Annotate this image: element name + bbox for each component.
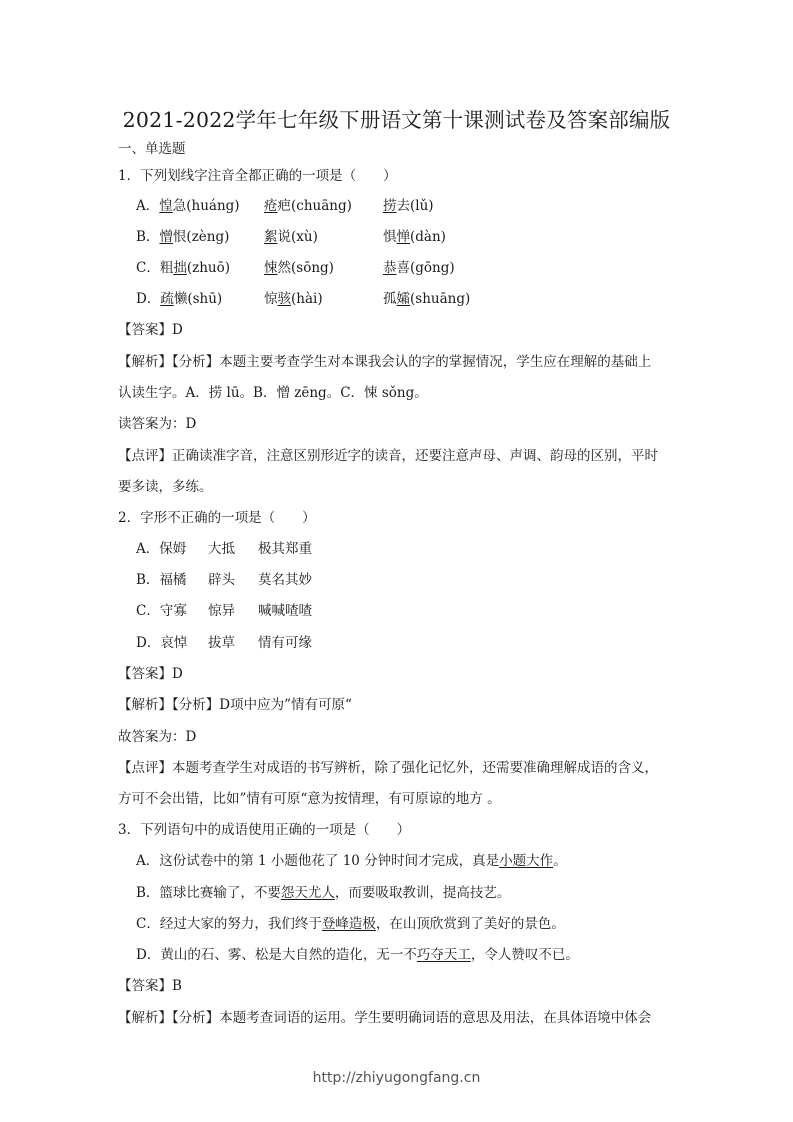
underlined-char: 悚 <box>264 260 278 276</box>
q2-option-cell: 大抵 <box>208 541 235 557</box>
q1-analysis-line1: 【解析】【分析】本题主要考查学生对本课我会认的字的掌握情况，学生应在理解的基础上 <box>118 354 652 370</box>
option-text: C．粗 <box>136 260 174 276</box>
underlined-char: 巧夺天工 <box>416 947 471 963</box>
option-text: A． <box>136 198 160 214</box>
q1-comment-line2: 要多读，多练。 <box>118 479 213 495</box>
option-text: 惊 <box>264 291 278 307</box>
option-text: B． <box>136 229 160 245</box>
q2-option-cell: 喊喊喳喳 <box>258 603 312 619</box>
q2-comment-line2: 方可不会出错，比如”情有可原“意为按情理，有可原谅的地方 。 <box>118 791 501 807</box>
q1-option-cell <box>136 228 229 246</box>
option-text: ，在山顶欣赏到了美好的景色。 <box>375 916 565 932</box>
option-text: (shuāng) <box>410 291 471 307</box>
q1-analysis-line2: 认读生字。A．捞 lū。B．憎 zēng。C．悚 sǒng。 <box>118 385 428 401</box>
q2-option-cell: 拔草 <box>208 635 235 651</box>
option-text: 懒(shū) <box>173 291 223 307</box>
q2-stem: 2．字形不正确的一项是（ ） <box>118 510 316 526</box>
q1-option-cell <box>383 290 470 308</box>
q2-answer: 【答案】D <box>118 666 183 682</box>
q3-option <box>136 884 510 902</box>
option-text: 急(huáng) <box>172 198 240 214</box>
underlined-char: 惮 <box>396 229 410 245</box>
option-text: 恨(zèng) <box>172 229 230 245</box>
footer-url: http://zhiyugongfang.cn <box>312 1070 481 1086</box>
q2-analysis: 【解析】【分析】D项中应为”情有可原“ <box>118 697 352 713</box>
underlined-char: 骇 <box>277 291 291 307</box>
option-text: 疤(chuāng) <box>277 198 352 214</box>
underlined-char: 捞 <box>383 198 397 214</box>
underlined-char: 怨天尤人 <box>280 885 335 901</box>
q2-option-cell: B．福橘 <box>136 572 187 588</box>
underlined-char: 疏 <box>160 291 174 307</box>
q2-conclusion: 故答案为：D <box>118 729 197 745</box>
q2-option-cell: A．保姆 <box>136 541 187 557</box>
option-text: 去(lǔ) <box>396 198 434 214</box>
q2-option-cell: D．哀悼 <box>136 635 188 651</box>
underlined-char: 疮 <box>264 198 278 214</box>
q1-conclusion: 读答案为：D <box>118 416 197 432</box>
q2-comment-line1: 【点评】本题考查学生对成语的书写辨析，除了强化记忆外，还需要准确理解成语的含义， <box>118 760 658 776</box>
q3-option <box>136 852 567 870</box>
underlined-char: 登峰造极 <box>321 916 376 932</box>
q1-option-cell <box>383 197 434 215</box>
q3-option <box>136 915 565 933</box>
underlined-char: 憎 <box>159 229 173 245</box>
underlined-char: 拙 <box>173 260 187 276</box>
option-text: (dàn) <box>410 229 446 245</box>
option-text: (hài) <box>291 291 323 307</box>
underlined-char: 絮 <box>264 229 278 245</box>
q3-analysis-line1: 【解析】【分析】本题考查词语的运用。学生要明确词语的意思及用法，在具体语境中体会 <box>118 1010 652 1026</box>
option-text: (zhuō) <box>186 260 231 276</box>
option-text: D．黄山的石、雾、松是大自然的造化，无一不 <box>136 947 417 963</box>
q2-option-cell: 情有可缘 <box>258 635 312 651</box>
q1-option-cell <box>136 290 222 308</box>
q1-answer: 【答案】D <box>118 322 183 338</box>
option-text: 孤 <box>383 291 397 307</box>
option-text: B．篮球比赛输了，不要 <box>136 885 281 901</box>
q2-option-cell: 极其郑重 <box>258 541 312 557</box>
q1-option-cell <box>383 228 446 246</box>
q3-option <box>136 946 579 964</box>
option-text: D． <box>136 291 161 307</box>
section-heading: 一、单选题 <box>118 141 186 157</box>
q2-option-cell: 莫名其妙 <box>258 572 312 588</box>
option-text: 然(sōng) <box>277 260 334 276</box>
q2-option-cell: C．守寡 <box>136 603 187 619</box>
q3-answer: 【答案】B <box>118 978 182 994</box>
option-text: 。 <box>553 853 567 869</box>
underlined-char: 小题大作 <box>499 853 554 869</box>
option-text: C．经过大家的努力，我们终于 <box>136 916 322 932</box>
option-text: 喜(gōng) <box>396 260 455 276</box>
q1-option-cell <box>264 259 334 277</box>
option-text: ，而要吸取教训，提高技艺。 <box>334 885 511 901</box>
q1-option-cell <box>383 259 455 277</box>
q2-option-cell: 惊异 <box>208 603 235 619</box>
underlined-char: 惶 <box>159 198 173 214</box>
option-text: 惧 <box>383 229 397 245</box>
q1-option-cell <box>136 197 240 215</box>
q1-option-cell <box>264 197 352 215</box>
q3-stem: 3．下列语句中的成语使用正确的一项是（ ） <box>118 822 411 838</box>
q1-option-cell <box>264 290 323 308</box>
underlined-char: 孀 <box>396 291 410 307</box>
q2-option-cell: 辟头 <box>208 572 235 588</box>
q1-comment-line1: 【点评】正确读准字音，注意区别形近字的读音，还要注意声母、声调、韵母的区别，平时 <box>118 448 658 464</box>
q1-stem: 1．下列划线字注音全都正确的一项是（ ） <box>118 168 397 184</box>
option-text: ，令人赞叹不已。 <box>470 947 579 963</box>
document-title: 2021-2022学年七年级下册语文第十课测试卷及答案部编版 <box>122 108 671 132</box>
q1-option-cell <box>264 228 318 246</box>
underlined-char: 恭 <box>383 260 397 276</box>
option-text: 说(xù) <box>277 229 318 245</box>
option-text: A．这份试卷中的第 1 小题他花了 10 分钟时间才完成，真是 <box>136 853 500 869</box>
q1-option-cell <box>136 259 230 277</box>
